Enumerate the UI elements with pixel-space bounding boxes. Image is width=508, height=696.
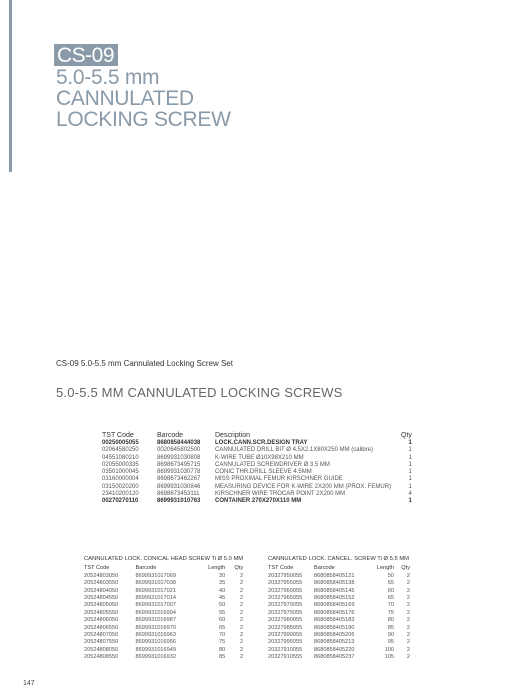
cell-length: 60 xyxy=(218,617,226,624)
cell-qty: 2 xyxy=(406,609,410,616)
cell-length: 85 xyxy=(218,654,226,661)
cell-tst-code: 23410200120 xyxy=(102,491,139,498)
cell-barcode: 8680858405121 xyxy=(314,572,355,579)
cell-tst-code: 20524805550 xyxy=(84,609,119,616)
table-row xyxy=(102,491,412,498)
header-tst-code: TST Code xyxy=(102,432,134,439)
cell-qty: 1 xyxy=(408,498,412,505)
header-qty: Qty xyxy=(401,565,410,572)
cell-length: 65 xyxy=(387,595,394,602)
cell-tst-code: 03501000045 xyxy=(102,469,139,476)
header-barcode: Barcode xyxy=(135,565,157,572)
table-row xyxy=(84,602,243,609)
table-row xyxy=(268,610,410,617)
cell-barcode: 8698673495715 xyxy=(157,461,201,468)
cell-description: CONTAINER 270X270X110 MM xyxy=(215,498,302,505)
cell-barcode: 8699931016963 xyxy=(135,632,176,639)
title-line-2: CANNULATED xyxy=(56,87,194,110)
cell-length: 85 xyxy=(387,624,394,631)
cell-qty: 2 xyxy=(240,587,244,594)
cell-tst-code: 00250005055 xyxy=(102,440,139,446)
table-row xyxy=(84,625,243,632)
header-barcode: Barcode xyxy=(157,432,184,439)
cell-tst-code: 02055000335 xyxy=(102,461,139,468)
cell-tst-code: 20327960055 xyxy=(268,587,303,594)
cell-length: 40 xyxy=(218,587,226,594)
table-row xyxy=(84,610,243,617)
cell-barcode: 8699931017069 xyxy=(135,572,176,579)
table-row xyxy=(102,469,412,476)
cell-tst-code: 02064580250 xyxy=(102,447,139,454)
header-length: Length xyxy=(376,565,394,572)
cell-qty: 2 xyxy=(240,595,244,602)
cell-length: 70 xyxy=(387,602,394,609)
sidebar-accent-bar xyxy=(9,0,12,172)
product-code-badge: CS-09 xyxy=(54,44,118,66)
cell-barcode: 8699931030846 xyxy=(157,483,201,490)
cell-qty: 1 xyxy=(408,476,412,483)
cell-length: 50 xyxy=(387,572,394,579)
table-row xyxy=(268,588,410,595)
table-row xyxy=(268,639,410,646)
header-qty: Qty xyxy=(401,432,412,439)
cell-barcode: 8699931030808 xyxy=(157,454,201,461)
cell-barcode: 8680858405220 xyxy=(314,646,355,653)
cell-qty: 2 xyxy=(240,646,244,653)
table-row xyxy=(84,632,243,639)
table-row xyxy=(102,462,412,469)
cell-length: 35 xyxy=(218,580,226,587)
table-row xyxy=(84,573,243,580)
header-qty: Qty xyxy=(234,565,244,572)
cell-barcode: 8699931017038 xyxy=(135,580,176,587)
cell-qty: 2 xyxy=(406,639,410,646)
cell-qty: 2 xyxy=(406,602,410,609)
cell-tst-code: 20524805050 xyxy=(84,602,119,609)
cell-barcode: 8680858405213 xyxy=(314,639,355,646)
cell-qty: 2 xyxy=(406,624,410,631)
table-row xyxy=(84,595,243,602)
cell-length: 30 xyxy=(218,572,226,579)
cell-barcode: 8680858405145 xyxy=(314,587,355,594)
page-number: 147 xyxy=(23,680,35,687)
table-row xyxy=(268,580,410,587)
cell-tst-code: 20327910055 xyxy=(268,646,303,653)
table-header-row xyxy=(268,565,410,572)
cell-length: 60 xyxy=(387,587,394,594)
cell-qty: 2 xyxy=(406,632,410,639)
cell-tst-code: 20327970055 xyxy=(268,602,303,609)
cell-tst-code: 20327985055 xyxy=(268,624,303,631)
cell-length: 90 xyxy=(387,632,394,639)
table-header-row xyxy=(102,432,412,440)
cell-tst-code: 20524807050 xyxy=(84,632,119,639)
cell-barcode: 8699931017021 xyxy=(135,587,176,594)
header-barcode: Barcode xyxy=(314,565,335,572)
cell-qty: 2 xyxy=(406,646,410,653)
cell-barcode: 8698673453111 xyxy=(157,491,200,498)
cell-tst-code: 20524803050 xyxy=(84,572,119,579)
cell-tst-code: 20327955055 xyxy=(268,580,303,587)
table-row xyxy=(84,580,243,587)
table-row xyxy=(268,573,410,580)
table-row xyxy=(102,447,412,454)
cell-tst-code: 20327980055 xyxy=(268,617,303,624)
cell-tst-code: 20327995055 xyxy=(268,639,303,646)
table-row xyxy=(268,654,410,661)
cell-barcode: 0020645802500 xyxy=(157,447,201,454)
cancellous-screw-table xyxy=(268,556,410,662)
table-row xyxy=(102,440,412,447)
cell-barcode: 8699931017014 xyxy=(135,595,176,602)
header-description: Description xyxy=(215,432,251,439)
table-row xyxy=(268,617,410,624)
cell-barcode: 8699931016987 xyxy=(135,617,176,624)
table-header-row xyxy=(84,565,243,572)
cell-barcode: 8699931016949 xyxy=(135,646,176,653)
table-row xyxy=(102,455,412,462)
cell-tst-code: 20524804050 xyxy=(84,587,119,594)
cell-qty: 1 xyxy=(408,447,412,454)
table-row xyxy=(84,647,243,654)
conical-head-screw-table xyxy=(84,556,243,662)
cell-tst-code: 20327975055 xyxy=(268,609,303,616)
cell-length: 80 xyxy=(218,646,226,653)
cell-tst-code: 20327910555 xyxy=(268,654,303,661)
cell-description: CANNULATED SCREWDRIVER Ø 3.5 MM xyxy=(215,461,330,468)
table-row xyxy=(84,588,243,595)
cell-barcode: 8699931016932 xyxy=(135,654,176,661)
cell-barcode: 8680858405169 xyxy=(314,602,355,609)
table-row xyxy=(268,632,410,639)
cell-qty: 2 xyxy=(240,617,244,624)
set-title: CS-09 5.0-5.5 mm Cannulated Locking Screw Set xyxy=(56,359,233,368)
cell-qty: 2 xyxy=(406,572,410,579)
cell-length: 55 xyxy=(387,580,394,587)
cell-length: 80 xyxy=(387,617,394,624)
cell-length: 50 xyxy=(218,602,226,609)
cell-barcode: 8699931016994 xyxy=(135,609,176,616)
cell-length: 65 xyxy=(218,624,226,631)
cell-qty: 2 xyxy=(240,602,244,609)
table-caption: CANNULATED LOCK. CONICAL HEAD SCREW Ti Ø 5.0 MM xyxy=(84,556,244,562)
cell-tst-code: 20524804550 xyxy=(84,595,119,602)
cell-qty: 2 xyxy=(240,580,244,587)
cell-length: 95 xyxy=(387,639,394,646)
cell-length: 75 xyxy=(218,639,226,646)
cell-description: K-WIRE TUBE Ø10X98X210 MM xyxy=(215,454,304,461)
title-line-3: LOCKING SCREW xyxy=(56,108,231,131)
cell-barcode: 8680858405206 xyxy=(314,632,355,639)
cell-qty: 4 xyxy=(408,491,412,498)
cell-length: 70 xyxy=(218,632,226,639)
table-caption: CANNULATED LOCK. CANCEL. SCREW Ti Ø 5.5 MM xyxy=(268,556,409,562)
cell-description: CANNULATED DRILL BIT Ø 4.5X2.1X80X250 MM (calibre) xyxy=(215,447,373,454)
cell-tst-code: 20524808550 xyxy=(84,654,119,661)
cell-qty: 2 xyxy=(240,572,244,579)
cell-barcode: 8680858405138 xyxy=(314,580,355,587)
cell-barcode: 8699931016970 xyxy=(135,624,176,631)
cell-barcode: 8680858405183 xyxy=(314,617,355,624)
cell-tst-code: 00270270110 xyxy=(102,498,139,505)
header-tst-code: TST Code xyxy=(84,565,110,572)
header-length: Length xyxy=(208,565,226,572)
cell-qty: 1 xyxy=(408,440,412,446)
table-row xyxy=(84,617,243,624)
table-row xyxy=(268,647,410,654)
cell-length: 55 xyxy=(218,609,226,616)
cell-qty: 2 xyxy=(406,595,410,602)
table-row xyxy=(268,595,410,602)
cell-qty: 1 xyxy=(408,461,412,468)
table-row xyxy=(102,484,412,491)
cell-barcode: 8680858405152 xyxy=(314,595,355,602)
cell-tst-code: 04551080210 xyxy=(102,454,139,461)
cell-qty: 2 xyxy=(240,609,244,616)
cell-description: LOCK.CANN.SCR.DESIGN TRAY xyxy=(215,440,308,446)
cell-length: 100 xyxy=(384,646,394,653)
cell-tst-code: 20524806050 xyxy=(84,617,119,624)
cell-qty: 2 xyxy=(240,624,244,631)
cell-qty: 2 xyxy=(240,632,244,639)
cell-qty: 2 xyxy=(240,639,244,646)
cell-description: KIRSCHNER WIRE TROCAR POINT 2X200 MM xyxy=(215,491,346,498)
cell-qty: 2 xyxy=(240,654,244,661)
table-row xyxy=(84,654,243,661)
table-row xyxy=(102,498,412,505)
cell-qty: 1 xyxy=(408,469,412,476)
cell-barcode: 8698673462267 xyxy=(157,476,201,483)
table-row xyxy=(84,639,243,646)
cell-tst-code: 20327950055 xyxy=(268,572,303,579)
cell-barcode: 8680858444038 xyxy=(157,440,201,446)
table-row xyxy=(268,602,410,609)
cell-tst-code: 20524806550 xyxy=(84,624,119,631)
cell-description: CONIC THR.DRILL SLEEVE 4.5MM xyxy=(215,469,312,476)
cell-tst-code: 20524808050 xyxy=(84,646,119,653)
cell-barcode: 8680858405237 xyxy=(314,654,355,661)
cell-description: MISS PROXIMAL FEMUR KIRSCHNER GUIDE xyxy=(215,476,343,483)
cell-qty: 2 xyxy=(406,654,410,661)
cell-qty: 1 xyxy=(408,454,412,461)
header-tst-code: TST Code xyxy=(268,565,294,572)
cell-tst-code: 20524807550 xyxy=(84,639,119,646)
cell-qty: 2 xyxy=(406,617,410,624)
cell-qty: 1 xyxy=(408,483,412,490)
table-row xyxy=(268,625,410,632)
title-line-1: 5.0-5.5 mm xyxy=(56,66,160,89)
table-row xyxy=(102,476,412,483)
cell-tst-code: 03160000004 xyxy=(102,476,139,483)
cell-barcode: 8699931016956 xyxy=(135,639,176,646)
cell-qty: 2 xyxy=(406,580,410,587)
cell-length: 45 xyxy=(218,595,226,602)
cell-barcode: 8680858405190 xyxy=(314,624,355,631)
cell-barcode: 8699931017007 xyxy=(135,602,176,609)
cell-length: 105 xyxy=(384,654,394,661)
cell-qty: 2 xyxy=(406,587,410,594)
cell-tst-code: 03150020200 xyxy=(102,483,139,490)
section-title: 5.0-5.5 MM CANNULATED LOCKING SCREWS xyxy=(56,385,343,400)
cell-tst-code: 20327990055 xyxy=(268,632,303,639)
cell-barcode: 8699931030778 xyxy=(157,469,201,476)
cell-tst-code: 20327965055 xyxy=(268,595,303,602)
cell-description: MEASURING DEVICE FOR K-WIRE 2X200 MM (PROX. FEMUR) xyxy=(215,483,392,490)
cell-tst-code: 20524803550 xyxy=(84,580,119,587)
cell-barcode: 8680858405176 xyxy=(314,609,355,616)
set-contents-table xyxy=(102,432,412,506)
cell-length: 75 xyxy=(387,609,394,616)
cell-barcode: 8699931010763 xyxy=(157,498,201,505)
